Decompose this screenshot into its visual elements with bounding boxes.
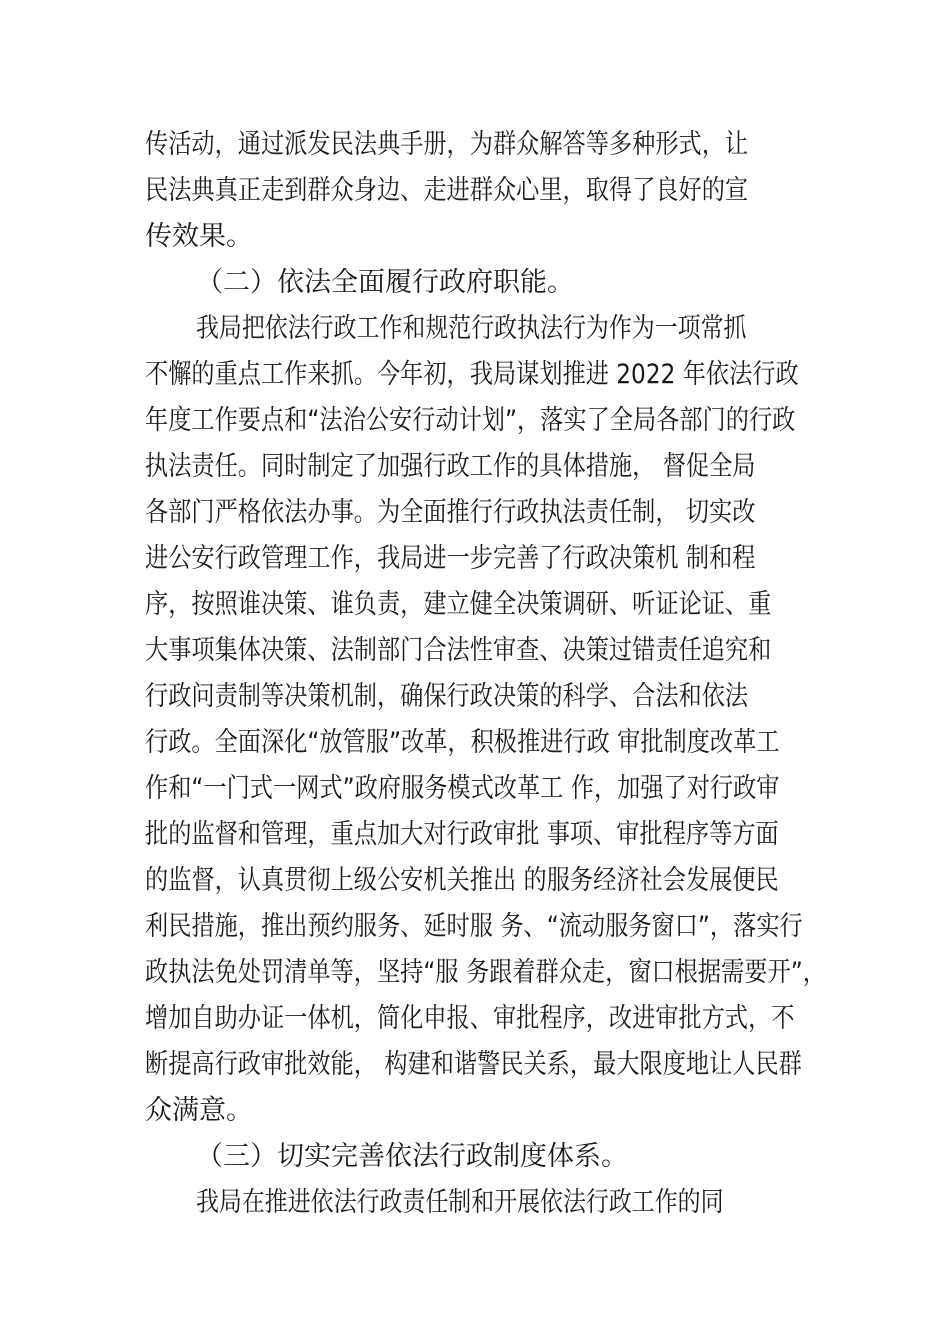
text-line: 我局在推进依法行政责任制和开展依法行政工作的同 [196,1187,724,1218]
text-line: 传活动，通过派发民法典手册，为群众解答等多种形式，让 [145,129,749,160]
text-line: 我局把依法行政工作和规范行政执法行为作为一项常抓 [196,313,747,344]
text-line: 批的监督和管理，重点加大对行政审批 事项、审批程序等方面 [145,819,779,850]
text-line: 各部门严格依法办事。为全面推行行政执法责任制， 切实改 [145,497,756,528]
text-line: 年度工作要点和“法治公安行动计划”，落实了全局各部门的行政 [145,405,796,436]
text-line: 行政。全面深化“放管服”改革，积极推进行政 审批制度改革工 [145,727,780,758]
text-line: 进公安行政管理工作，我局进一步完善了行政决策机 制和程 [145,543,756,574]
text-line: 断提高行政审批效能， 构建和谐警民关系，最大限度地让人民群 [145,1049,802,1080]
text-line: 民法典真正走到群众身边、走进群众心里，取得了良好的宣 [145,175,749,206]
text-line: 政执法免处罚清单等，坚持“服 务跟着群众走，窗口根据需要开”， [145,957,826,988]
text-line: 增加自助办证一体机，简化申报、审批程序，改进审批方式，不 [145,1003,795,1034]
text-line: 行政问责制等决策机制，确保行政决策的科学、合法和依法 [145,681,749,712]
section-heading: （二）依法全面履行政府职能。 [196,267,574,298]
text-line: 大事项集体决策、法制部门合法性审查、决策过错责任追究和 [145,635,772,666]
text-line: 的监督，认真贯彻上级公安机关推出 的服务经济社会发展便民 [145,865,779,896]
text-line: 序，按照谁决策、谁负责，建立健全决策调研、听证论证、重 [145,589,772,620]
text-line: 不懈的重点工作来抓。今年初，我局谋划推进 2022 年依法行政 [145,359,799,390]
text-line: 利民措施，推出预约服务、延时服 务、“流动服务窗口”，落实行 [145,911,803,942]
text-line: 作和“一门式一网式”政府服务模式改革工 作，加强了对行政审 [145,773,780,804]
text-line: 众满意。 [145,1095,253,1126]
text-line: 传效果。 [145,221,253,252]
section-heading: （三）切实完善依法行政制度体系。 [196,1141,628,1172]
text-line: 执法责任。同时制定了加强行政工作的具体措施， 督促全局 [145,451,756,482]
